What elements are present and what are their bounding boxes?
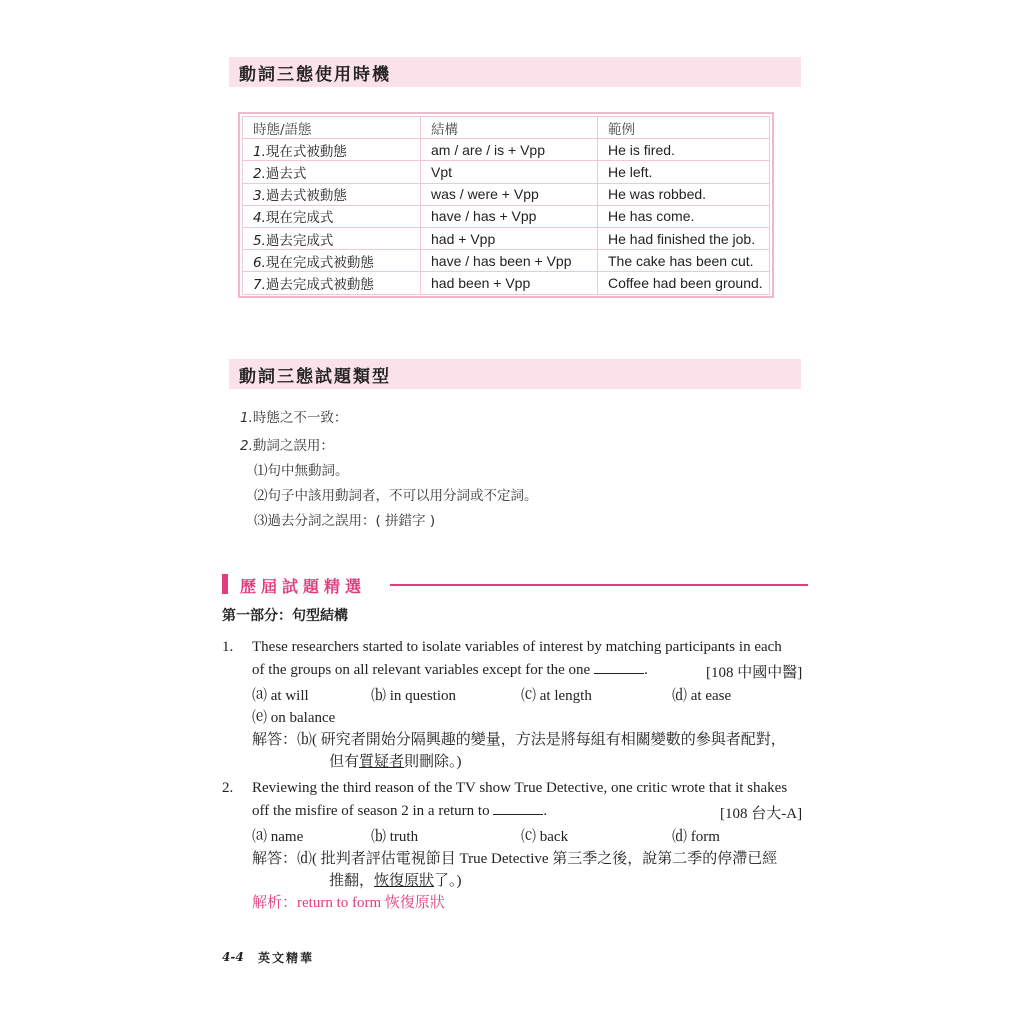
row-tense: 過去式被動態 bbox=[265, 188, 347, 205]
answer: 解答：⒟( 批判者評估電視節目 True Detective 第三季之後，說第二季的停滯已經 bbox=[252, 851, 778, 867]
option: ⒟ form bbox=[672, 829, 720, 845]
row-structure: had been + Vpp bbox=[421, 272, 598, 294]
question-text: off the misfire of season 2 in a return to . bbox=[252, 803, 548, 819]
header-structure: 結構 bbox=[421, 117, 598, 139]
row-structure: was / were + Vpp bbox=[421, 183, 598, 205]
table-row bbox=[243, 161, 770, 183]
question-number: 1. bbox=[222, 639, 234, 655]
row-example: He was robbed. bbox=[598, 183, 770, 205]
option: ⒜ at will bbox=[252, 688, 309, 704]
row-example: The cake has been cut. bbox=[598, 250, 770, 272]
option: ⒜ name bbox=[252, 829, 304, 845]
list-item: 2.動詞之誤用： bbox=[240, 438, 334, 454]
table-row bbox=[243, 250, 770, 272]
section-header-question-types bbox=[229, 359, 801, 389]
row-structure: have / has + Vpp bbox=[421, 205, 598, 227]
header-tense: 時態/語態 bbox=[243, 117, 421, 139]
row-number: 6. bbox=[253, 254, 266, 271]
table-header-row bbox=[243, 117, 770, 139]
row-tense: 現在完成式 bbox=[265, 210, 334, 227]
option: ⒝ in question bbox=[371, 688, 456, 704]
sub-item: ⑴句中無動詞。 bbox=[254, 463, 349, 479]
table-row bbox=[243, 205, 770, 227]
header-example: 範例 bbox=[598, 117, 770, 139]
row-tense: 過去式 bbox=[265, 165, 307, 182]
list-item: 1.時態之不一致： bbox=[240, 410, 348, 426]
row-number: 5. bbox=[253, 232, 266, 249]
table-row bbox=[243, 139, 770, 161]
question-number: 2. bbox=[222, 780, 234, 796]
table-row bbox=[243, 227, 770, 249]
answer-continued: 但有質疑者則刪除。) bbox=[329, 754, 462, 770]
question-text: These researchers started to isolate variables of interest by matching participants in each bbox=[252, 639, 782, 655]
row-example: He had finished the job. bbox=[598, 227, 770, 249]
sub-item: ⑶過去分詞之誤用：( 拼錯字 ) bbox=[254, 513, 436, 529]
analysis: 解析：return to form 恢復原狀 bbox=[252, 895, 445, 911]
option: ⒞ at length bbox=[521, 688, 592, 704]
answer-blank bbox=[594, 661, 644, 674]
row-example: He left. bbox=[598, 161, 770, 183]
row-number: 3. bbox=[253, 188, 266, 205]
answer-continued: 推翻，恢復原狀了。) bbox=[329, 873, 462, 889]
row-tense: 現在完成式被動態 bbox=[265, 254, 374, 271]
row-example: He is fired. bbox=[598, 139, 770, 161]
row-tense: 過去完成式 bbox=[265, 232, 334, 249]
sub-item: ⑵句子中該用動詞者，不可以用分詞或不定詞。 bbox=[254, 488, 538, 504]
section-divider bbox=[390, 584, 808, 586]
row-structure: am / are / is + Vpp bbox=[421, 139, 598, 161]
section-title: 動詞三態使用時機 bbox=[239, 65, 391, 85]
row-tense: 現在式被動態 bbox=[265, 143, 347, 160]
question-text: of the groups on all relevant variables except for the one . bbox=[252, 662, 648, 678]
part-heading: 第一部分：句型結構 bbox=[222, 608, 348, 624]
exam-source: [108 台大-A] bbox=[720, 806, 803, 822]
row-example: Coffee had been ground. bbox=[598, 272, 770, 294]
table-row bbox=[243, 272, 770, 294]
answer-blank bbox=[493, 802, 543, 815]
row-number: 4. bbox=[253, 210, 266, 227]
exam-source: [108 中國中醫] bbox=[706, 665, 803, 681]
option: ⒠ on balance bbox=[252, 710, 336, 726]
row-structure: have / has been + Vpp bbox=[421, 250, 598, 272]
option: ⒝ truth bbox=[371, 829, 419, 845]
row-example: He has come. bbox=[598, 205, 770, 227]
section-title: 動詞三態試題類型 bbox=[239, 367, 391, 387]
option: ⒞ back bbox=[521, 829, 569, 845]
section-title: 歷屆試題精選 bbox=[240, 577, 367, 596]
book-title: 英文精華 bbox=[258, 951, 315, 965]
answer: 解答：⒝( 研究者開始分隔興趣的變量，方法是將每組有相關變數的參與者配對， bbox=[252, 732, 786, 748]
page-number: 4-4 bbox=[222, 950, 244, 964]
option: ⒟ at ease bbox=[672, 688, 732, 704]
row-structure: had + Vpp bbox=[421, 227, 598, 249]
section-header-usage bbox=[229, 57, 801, 87]
tense-table bbox=[238, 112, 774, 298]
row-structure: Vpt bbox=[421, 161, 598, 183]
table-row bbox=[243, 183, 770, 205]
section-marker bbox=[222, 574, 228, 594]
question-text: Reviewing the third reason of the TV show True Detective, one critic wrote that it shakes bbox=[252, 780, 788, 796]
row-number: 2. bbox=[253, 165, 266, 182]
row-number: 7. bbox=[253, 276, 266, 293]
row-tense: 過去完成式被動態 bbox=[265, 276, 374, 293]
row-number: 1. bbox=[253, 143, 266, 160]
